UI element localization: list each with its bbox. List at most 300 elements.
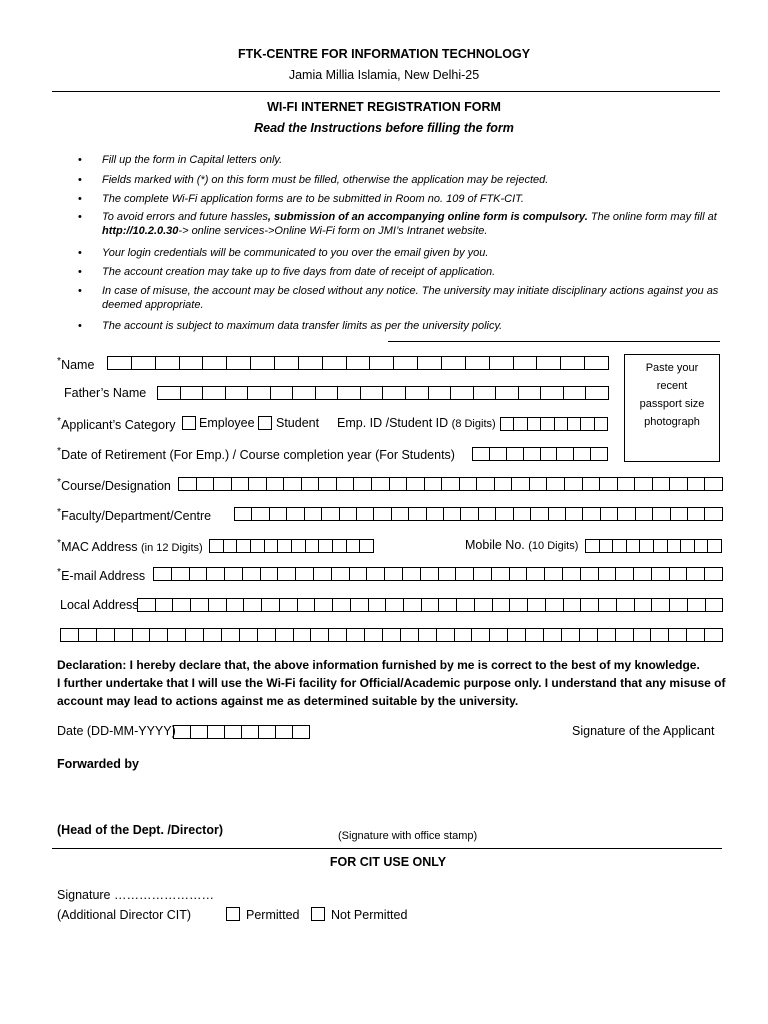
- char-box[interactable]: [541, 387, 564, 399]
- char-box[interactable]: [190, 568, 208, 580]
- cit-divider: [52, 848, 722, 849]
- char-box[interactable]: [306, 540, 320, 552]
- char-box[interactable]: [613, 540, 627, 552]
- char-box[interactable]: [404, 599, 422, 611]
- char-box[interactable]: [574, 448, 591, 460]
- char-box[interactable]: [275, 357, 299, 369]
- char-box[interactable]: [267, 478, 285, 490]
- char-box[interactable]: [248, 387, 271, 399]
- char-box[interactable]: [191, 726, 208, 738]
- bullet-icon: •: [78, 193, 82, 205]
- char-box[interactable]: [79, 629, 97, 641]
- char-box[interactable]: [600, 478, 618, 490]
- char-box[interactable]: [418, 357, 442, 369]
- char-box[interactable]: [197, 478, 215, 490]
- char-box[interactable]: [496, 387, 519, 399]
- faculty-boxes[interactable]: [234, 507, 723, 521]
- char-box[interactable]: [537, 357, 561, 369]
- char-box[interactable]: [179, 478, 197, 490]
- char-box[interactable]: [383, 629, 401, 641]
- char-box[interactable]: [299, 357, 323, 369]
- char-box[interactable]: [133, 629, 151, 641]
- char-box[interactable]: [232, 478, 250, 490]
- char-box[interactable]: [227, 599, 245, 611]
- char-box[interactable]: [180, 357, 204, 369]
- char-box[interactable]: [545, 568, 563, 580]
- char-box[interactable]: [490, 357, 514, 369]
- char-box[interactable]: [564, 599, 582, 611]
- char-box[interactable]: [526, 629, 544, 641]
- char-box[interactable]: [315, 599, 333, 611]
- char-box[interactable]: [316, 387, 339, 399]
- char-box[interactable]: [427, 508, 444, 520]
- intranet-link[interactable]: http://10.2.0.30: [102, 225, 179, 237]
- char-box[interactable]: [158, 387, 181, 399]
- instruction-online-a: To avoid errors and future hassles: [102, 211, 268, 223]
- char-box[interactable]: [442, 478, 460, 490]
- char-box[interactable]: [305, 508, 322, 520]
- char-box[interactable]: [444, 508, 461, 520]
- email-label: *E-mail Address: [57, 567, 146, 584]
- char-box[interactable]: [670, 568, 688, 580]
- org-address: Jamia Millia Islamia, New Delhi-25: [288, 68, 480, 82]
- char-box[interactable]: [369, 599, 387, 611]
- char-box[interactable]: [493, 599, 511, 611]
- student-checkbox[interactable]: [258, 416, 272, 430]
- char-box[interactable]: [508, 629, 526, 641]
- retirement-boxes[interactable]: [472, 447, 608, 461]
- char-box[interactable]: [688, 478, 706, 490]
- char-box[interactable]: [636, 508, 653, 520]
- local-address-boxes[interactable]: [137, 598, 723, 612]
- bullet-icon: •: [78, 266, 82, 278]
- char-box[interactable]: [271, 387, 294, 399]
- char-box[interactable]: [258, 629, 276, 641]
- char-box[interactable]: [210, 540, 224, 552]
- char-box[interactable]: [479, 508, 496, 520]
- char-box[interactable]: [276, 726, 293, 738]
- char-box[interactable]: [226, 387, 249, 399]
- char-box[interactable]: [475, 599, 493, 611]
- char-box[interactable]: [581, 568, 599, 580]
- char-box[interactable]: [174, 726, 191, 738]
- char-box[interactable]: [652, 599, 670, 611]
- char-box[interactable]: [695, 540, 709, 552]
- char-box[interactable]: [530, 478, 548, 490]
- char-box[interactable]: [563, 568, 581, 580]
- char-box[interactable]: [461, 508, 478, 520]
- char-box[interactable]: [242, 726, 259, 738]
- employee-label: Employee: [199, 416, 255, 430]
- char-box[interactable]: [705, 508, 721, 520]
- char-box[interactable]: [654, 540, 668, 552]
- char-box[interactable]: [302, 478, 320, 490]
- char-box[interactable]: [519, 387, 542, 399]
- char-box[interactable]: [115, 629, 133, 641]
- declaration-line: Declaration: I hereby declare that, the above information furnished by me is correct to the best of my knowledge.: [57, 658, 700, 672]
- local-address-boxes-line2[interactable]: [60, 628, 723, 642]
- char-box[interactable]: [261, 568, 279, 580]
- date-label: Date (DD-MM-YYYY): [57, 724, 176, 738]
- char-box[interactable]: [227, 357, 251, 369]
- char-box[interactable]: [394, 357, 418, 369]
- char-box[interactable]: [319, 478, 337, 490]
- instruction-text: Fields marked with (*) on this form must be filled, otherwise the application may be rejected.: [102, 174, 549, 186]
- char-box[interactable]: [292, 540, 306, 552]
- char-box[interactable]: [466, 357, 490, 369]
- char-box[interactable]: [586, 387, 608, 399]
- char-box[interactable]: [687, 629, 705, 641]
- char-box[interactable]: [280, 599, 298, 611]
- char-box[interactable]: [372, 478, 390, 490]
- char-box[interactable]: [132, 357, 156, 369]
- char-box[interactable]: [670, 599, 688, 611]
- char-box[interactable]: [329, 629, 347, 641]
- char-box[interactable]: [284, 478, 302, 490]
- char-box[interactable]: [204, 629, 222, 641]
- char-box[interactable]: [265, 540, 279, 552]
- char-box[interactable]: [618, 508, 635, 520]
- char-box[interactable]: [337, 478, 355, 490]
- char-box[interactable]: [409, 508, 426, 520]
- char-box[interactable]: [293, 387, 316, 399]
- char-box[interactable]: [688, 508, 705, 520]
- char-box[interactable]: [191, 599, 209, 611]
- char-box[interactable]: [524, 448, 541, 460]
- not-permitted-checkbox[interactable]: [311, 907, 325, 921]
- char-box[interactable]: [392, 508, 409, 520]
- char-box[interactable]: [557, 448, 574, 460]
- char-box[interactable]: [243, 568, 261, 580]
- char-box[interactable]: [457, 599, 475, 611]
- char-box[interactable]: [203, 387, 226, 399]
- char-box[interactable]: [138, 599, 156, 611]
- char-box[interactable]: [370, 357, 394, 369]
- char-box[interactable]: [278, 540, 292, 552]
- char-box[interactable]: [634, 568, 652, 580]
- char-box[interactable]: [214, 478, 232, 490]
- permitted-checkbox[interactable]: [226, 907, 240, 921]
- mac-label: *MAC Address (in 12 Digits): [57, 538, 203, 555]
- char-box[interactable]: [652, 568, 670, 580]
- char-box[interactable]: [568, 418, 581, 430]
- employee-checkbox[interactable]: [182, 416, 196, 430]
- char-box[interactable]: [549, 508, 566, 520]
- char-box[interactable]: [172, 568, 190, 580]
- char-box[interactable]: [294, 629, 312, 641]
- char-box[interactable]: [565, 478, 583, 490]
- char-box[interactable]: [203, 357, 227, 369]
- char-box[interactable]: [705, 568, 722, 580]
- char-box[interactable]: [333, 540, 347, 552]
- char-box[interactable]: [544, 629, 562, 641]
- char-box[interactable]: [669, 629, 687, 641]
- char-box[interactable]: [252, 508, 269, 520]
- char-box[interactable]: [319, 540, 333, 552]
- char-box[interactable]: [401, 629, 419, 641]
- char-box[interactable]: [403, 568, 421, 580]
- instruction-text: [102, 210, 728, 238]
- char-box[interactable]: [150, 629, 168, 641]
- char-box[interactable]: [173, 599, 191, 611]
- form-subtitle: Read the Instructions before filling the form: [254, 121, 514, 135]
- char-box[interactable]: [225, 568, 243, 580]
- char-box[interactable]: [347, 357, 371, 369]
- char-box[interactable]: [671, 508, 688, 520]
- char-box[interactable]: [474, 387, 497, 399]
- photo-line: recent: [656, 380, 688, 392]
- form-title: WI-FI INTERNET REGISTRATION FORM: [267, 100, 501, 114]
- applicant-signature-label: Signature of the Applicant: [572, 724, 715, 738]
- char-box[interactable]: [390, 478, 408, 490]
- char-box[interactable]: [224, 540, 238, 552]
- char-box[interactable]: [314, 568, 332, 580]
- char-box[interactable]: [653, 478, 671, 490]
- father-name-label: Father’s Name: [64, 386, 147, 400]
- char-box[interactable]: [451, 387, 474, 399]
- char-box[interactable]: [350, 568, 368, 580]
- char-box[interactable]: [367, 568, 385, 580]
- char-box[interactable]: [705, 629, 722, 641]
- course-boxes[interactable]: [178, 477, 723, 491]
- char-box[interactable]: [323, 357, 347, 369]
- char-box[interactable]: [296, 568, 314, 580]
- char-box[interactable]: [512, 478, 530, 490]
- char-box[interactable]: [421, 568, 439, 580]
- char-box[interactable]: [347, 629, 365, 641]
- char-box[interactable]: [653, 508, 670, 520]
- permitted-label: Permitted: [246, 908, 300, 922]
- char-box[interactable]: [340, 508, 357, 520]
- char-box[interactable]: [456, 568, 474, 580]
- char-box[interactable]: [419, 629, 437, 641]
- char-box[interactable]: [510, 568, 528, 580]
- char-box[interactable]: [332, 568, 350, 580]
- char-box[interactable]: [627, 540, 641, 552]
- char-box[interactable]: [616, 568, 634, 580]
- char-box[interactable]: [547, 478, 565, 490]
- char-box[interactable]: [311, 629, 329, 641]
- char-box[interactable]: [437, 629, 455, 641]
- char-box[interactable]: [425, 478, 443, 490]
- char-box[interactable]: [562, 629, 580, 641]
- char-box[interactable]: [585, 357, 608, 369]
- char-box[interactable]: [374, 508, 391, 520]
- char-box[interactable]: [222, 629, 240, 641]
- char-box[interactable]: [477, 478, 495, 490]
- char-box[interactable]: [705, 478, 722, 490]
- emp-id-boxes[interactable]: [500, 417, 608, 431]
- char-box[interactable]: [439, 599, 457, 611]
- char-box[interactable]: [338, 387, 361, 399]
- char-box[interactable]: [668, 540, 682, 552]
- char-box[interactable]: [154, 568, 172, 580]
- char-box[interactable]: [583, 478, 601, 490]
- char-box[interactable]: [528, 599, 546, 611]
- char-box[interactable]: [581, 418, 594, 430]
- char-box[interactable]: [61, 629, 79, 641]
- char-box[interactable]: [293, 726, 309, 738]
- char-box[interactable]: [635, 478, 653, 490]
- char-box[interactable]: [251, 357, 275, 369]
- char-box[interactable]: [490, 629, 508, 641]
- char-box[interactable]: [599, 599, 617, 611]
- name-label: *Name: [57, 356, 95, 373]
- email-boxes[interactable]: [153, 567, 723, 581]
- name-boxes[interactable]: [107, 356, 609, 370]
- char-box[interactable]: [186, 629, 204, 641]
- char-box[interactable]: [259, 726, 276, 738]
- char-box[interactable]: [208, 726, 225, 738]
- instruction-online-b: , submission of an accompanying online form is compulsory.: [267, 211, 588, 223]
- char-box[interactable]: [351, 599, 369, 611]
- date-boxes[interactable]: [173, 725, 310, 739]
- char-box[interactable]: [473, 448, 490, 460]
- char-box[interactable]: [591, 448, 607, 460]
- char-box[interactable]: [407, 478, 425, 490]
- bullet-icon: •: [78, 174, 82, 186]
- char-box[interactable]: [322, 508, 339, 520]
- char-box[interactable]: [442, 357, 466, 369]
- char-box[interactable]: [270, 508, 287, 520]
- char-box[interactable]: [541, 448, 558, 460]
- char-box[interactable]: [97, 629, 115, 641]
- char-box[interactable]: [599, 568, 617, 580]
- additional-director-label: (Additional Director CIT): [57, 908, 192, 922]
- mobile-boxes[interactable]: [585, 539, 722, 553]
- char-box[interactable]: [651, 629, 669, 641]
- char-box[interactable]: [564, 387, 587, 399]
- char-box[interactable]: [617, 599, 635, 611]
- char-box[interactable]: [586, 540, 600, 552]
- char-box[interactable]: [708, 540, 721, 552]
- char-box[interactable]: [510, 599, 528, 611]
- char-box[interactable]: [472, 629, 490, 641]
- char-box[interactable]: [531, 508, 548, 520]
- char-box[interactable]: [598, 629, 616, 641]
- char-box[interactable]: [616, 629, 634, 641]
- char-box[interactable]: [181, 387, 204, 399]
- char-box[interactable]: [365, 629, 383, 641]
- char-box[interactable]: [507, 448, 524, 460]
- char-box[interactable]: [385, 568, 403, 580]
- char-box[interactable]: [501, 418, 514, 430]
- char-box[interactable]: [209, 599, 227, 611]
- char-box[interactable]: [460, 478, 478, 490]
- char-box[interactable]: [360, 540, 373, 552]
- char-box[interactable]: [601, 508, 618, 520]
- char-box[interactable]: [581, 599, 599, 611]
- char-box[interactable]: [555, 418, 568, 430]
- char-box[interactable]: [514, 357, 538, 369]
- char-box[interactable]: [618, 478, 636, 490]
- char-box[interactable]: [670, 478, 688, 490]
- char-box[interactable]: [235, 508, 252, 520]
- char-box[interactable]: [251, 540, 265, 552]
- char-box[interactable]: [240, 629, 258, 641]
- char-box[interactable]: [546, 599, 564, 611]
- declaration-line: I further undertake that I will use the Wi-Fi facility for Official/Academic purpose only. I understand that any misuse of: [57, 676, 726, 690]
- char-box[interactable]: [495, 478, 513, 490]
- bullet-icon: •: [78, 154, 82, 166]
- char-box[interactable]: [249, 478, 267, 490]
- instruction-online-e: -> online services->Online Wi-Fi form on JMI’s Intranet website.: [178, 225, 488, 237]
- char-box[interactable]: [357, 508, 374, 520]
- char-box[interactable]: [237, 540, 251, 552]
- required-marker: *: [57, 567, 62, 578]
- char-box[interactable]: [595, 418, 607, 430]
- char-box[interactable]: [207, 568, 225, 580]
- char-box[interactable]: [492, 568, 510, 580]
- char-box[interactable]: [262, 599, 280, 611]
- char-box[interactable]: [514, 418, 527, 430]
- char-box[interactable]: [333, 599, 351, 611]
- char-box[interactable]: [566, 508, 583, 520]
- char-box[interactable]: [541, 418, 554, 430]
- char-box[interactable]: [439, 568, 457, 580]
- char-box[interactable]: [681, 540, 695, 552]
- char-box[interactable]: [276, 629, 294, 641]
- char-box[interactable]: [361, 387, 384, 399]
- char-box[interactable]: [688, 599, 706, 611]
- char-box[interactable]: [528, 418, 541, 430]
- char-box[interactable]: [287, 508, 304, 520]
- char-box[interactable]: [580, 629, 598, 641]
- char-box[interactable]: [635, 599, 653, 611]
- char-box[interactable]: [600, 540, 614, 552]
- char-box[interactable]: [527, 568, 545, 580]
- char-box[interactable]: [514, 508, 531, 520]
- char-box[interactable]: [640, 540, 654, 552]
- father-name-boxes[interactable]: [157, 386, 609, 400]
- bullet-icon: •: [78, 320, 82, 332]
- char-box[interactable]: [383, 387, 406, 399]
- char-box[interactable]: [347, 540, 361, 552]
- forwarded-by-label: Forwarded by: [57, 757, 139, 771]
- char-box[interactable]: [429, 387, 452, 399]
- bullet-icon: •: [78, 247, 82, 259]
- char-box[interactable]: [422, 599, 440, 611]
- instruction-text: The account is subject to maximum data transfer limits as per the university policy.: [102, 320, 503, 332]
- char-box[interactable]: [561, 357, 585, 369]
- char-box[interactable]: [156, 599, 174, 611]
- photo-box[interactable]: [624, 354, 720, 462]
- char-box[interactable]: [474, 568, 492, 580]
- char-box[interactable]: [634, 629, 652, 641]
- char-box[interactable]: [156, 357, 180, 369]
- char-box[interactable]: [225, 726, 242, 738]
- required-marker: *: [57, 507, 62, 518]
- char-box[interactable]: [168, 629, 186, 641]
- char-box[interactable]: [406, 387, 429, 399]
- char-box[interactable]: [244, 599, 262, 611]
- instruction-text: The account creation may take up to five days from date of receipt of application.: [102, 266, 496, 278]
- char-box[interactable]: [386, 599, 404, 611]
- char-box[interactable]: [687, 568, 705, 580]
- char-box[interactable]: [490, 448, 507, 460]
- char-box[interactable]: [354, 478, 372, 490]
- char-box[interactable]: [583, 508, 600, 520]
- not-permitted-label: Not Permitted: [331, 908, 408, 922]
- char-box[interactable]: [706, 599, 723, 611]
- mac-boxes[interactable]: [209, 539, 374, 553]
- char-box[interactable]: [455, 629, 473, 641]
- bullet-icon: •: [78, 285, 82, 297]
- char-box[interactable]: [278, 568, 296, 580]
- char-box[interactable]: [108, 357, 132, 369]
- char-box[interactable]: [496, 508, 513, 520]
- char-box[interactable]: [298, 599, 316, 611]
